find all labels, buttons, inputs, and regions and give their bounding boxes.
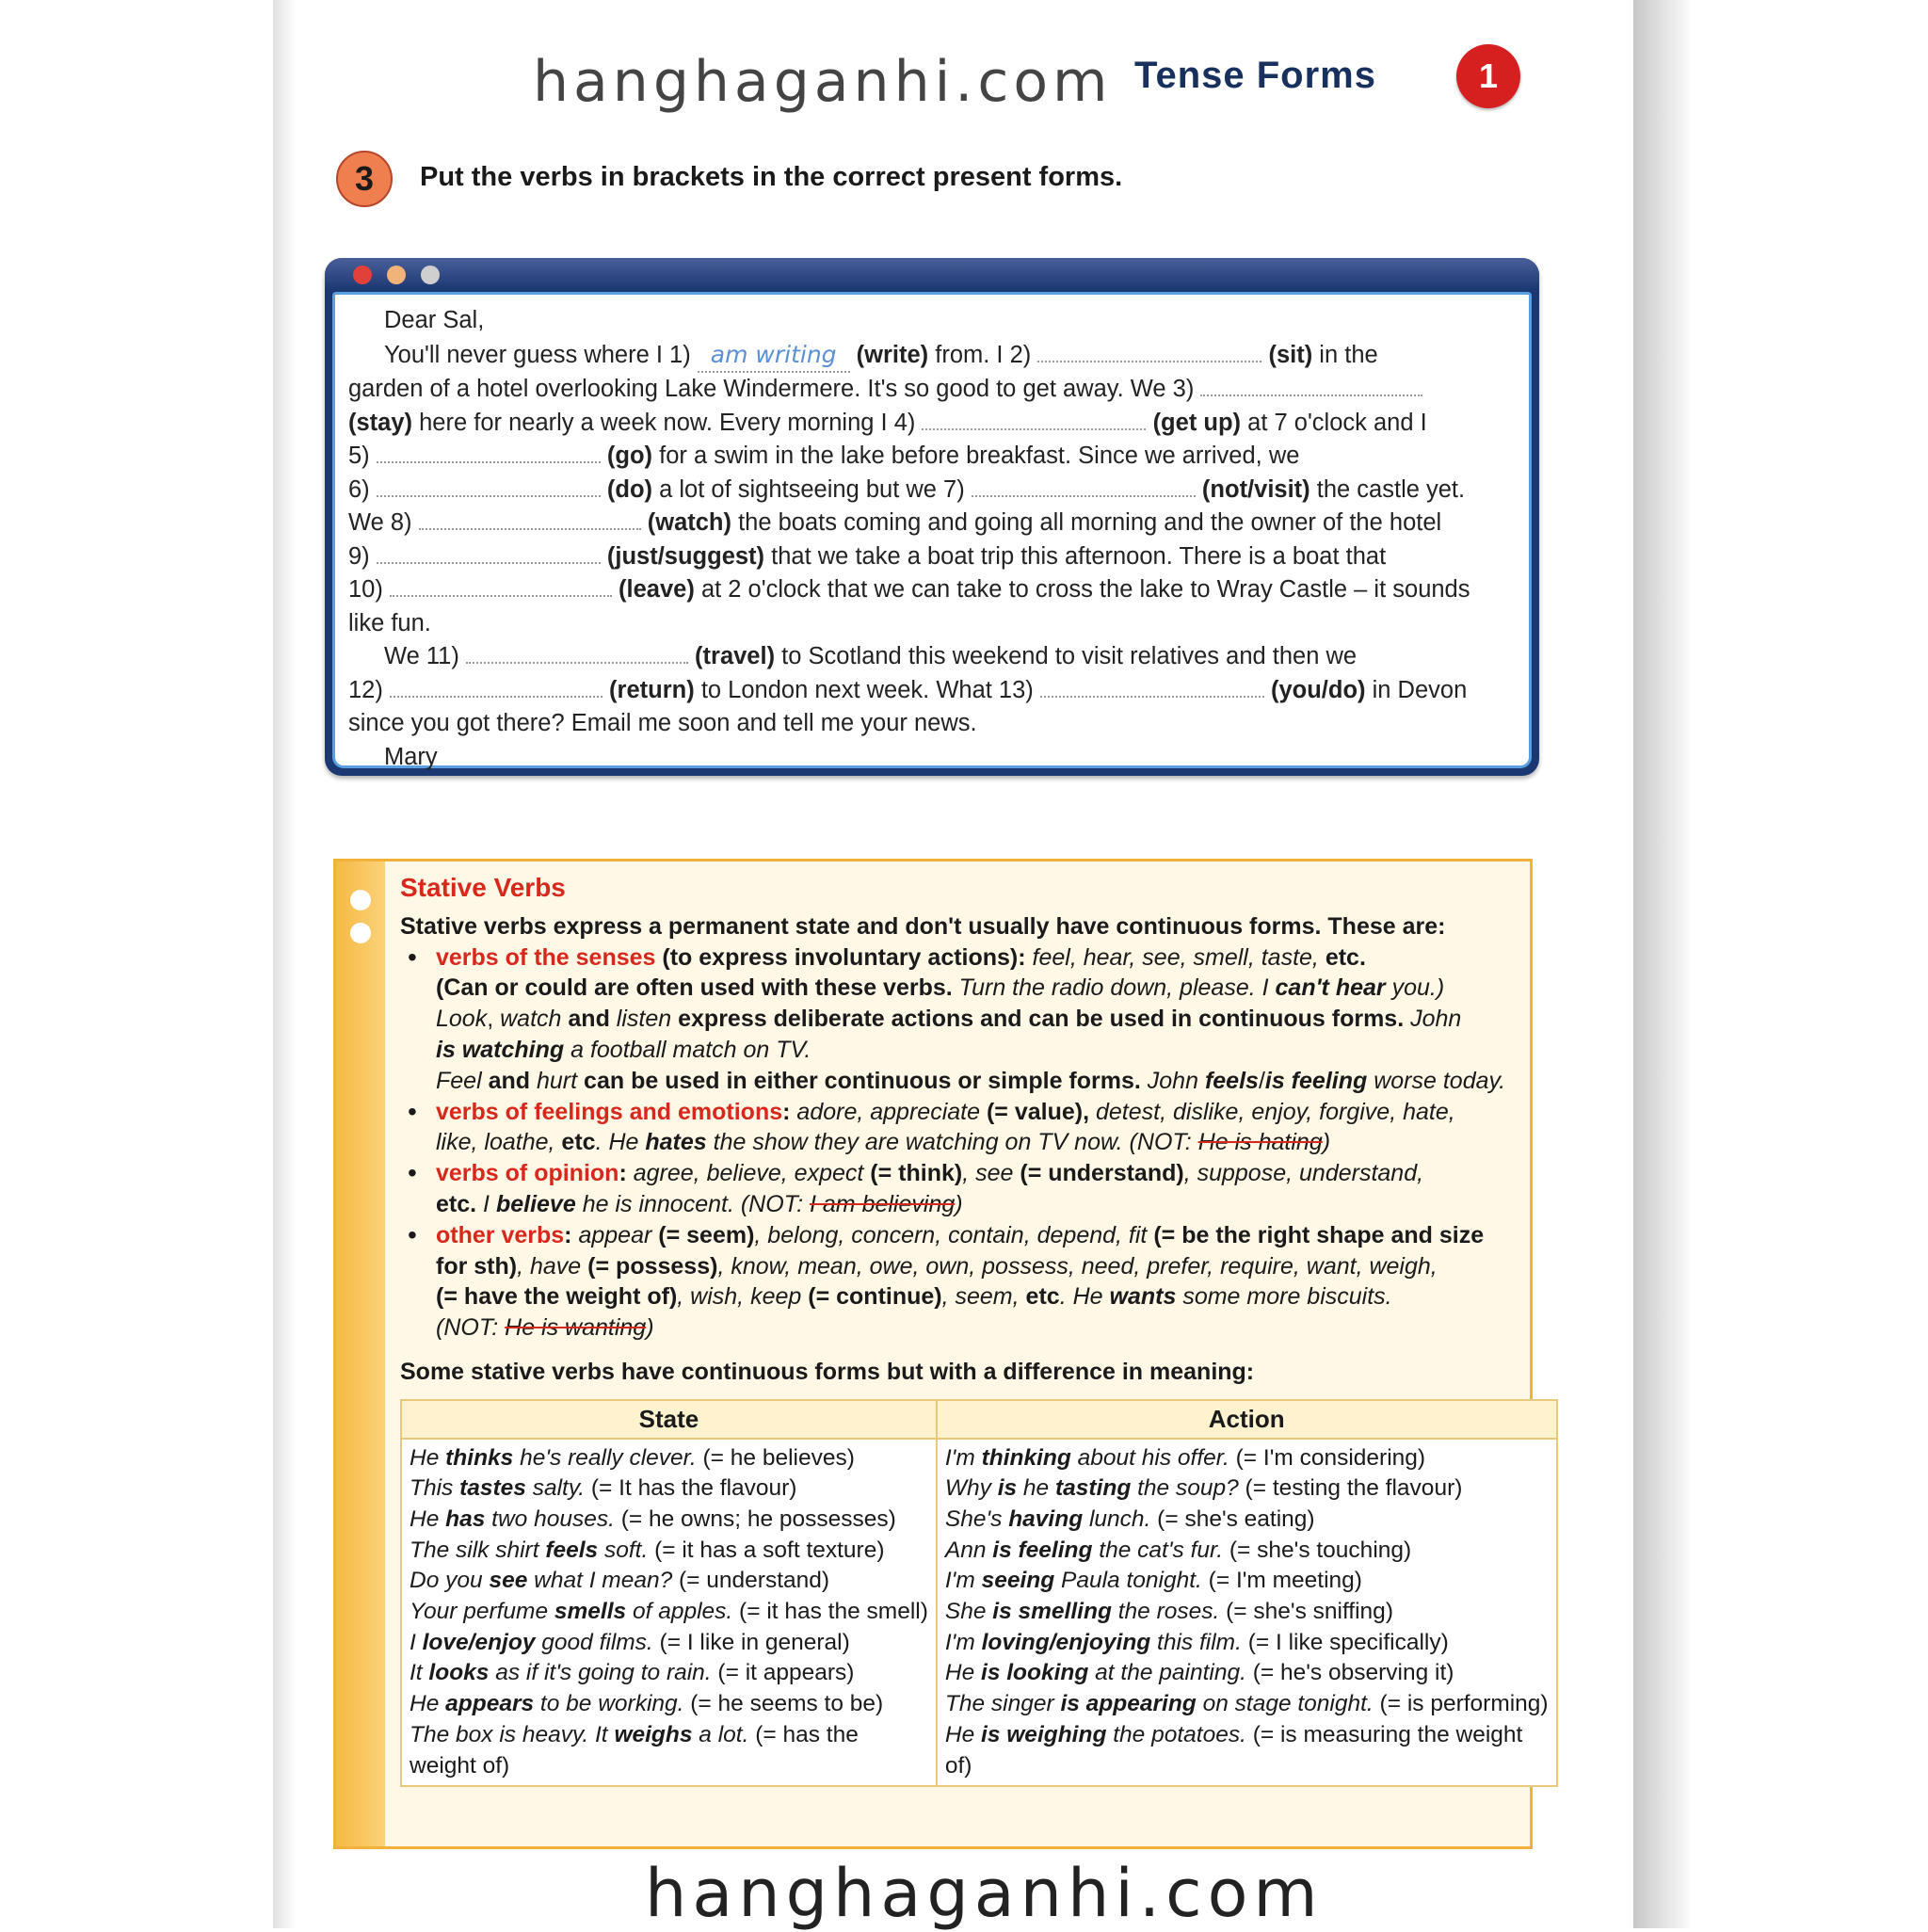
gap-4[interactable] xyxy=(922,411,1146,430)
window-minimize-dot-icon xyxy=(387,266,406,284)
stative-bullet-list xyxy=(400,942,1520,1344)
window-zoom-dot-icon xyxy=(421,266,440,284)
stative-content xyxy=(400,873,1549,1787)
gap-1-answer[interactable]: am writing xyxy=(698,338,850,374)
column-header-state: State xyxy=(401,1400,937,1439)
stative-title: Stative Verbs xyxy=(400,873,566,902)
window-close-dot-icon xyxy=(353,266,372,284)
letter-greeting: Dear Sal, xyxy=(384,307,485,333)
exercise-instruction: Put the verbs in brackets in the correct present forms. xyxy=(420,162,1123,192)
chapter-title: Tense Forms xyxy=(1134,55,1376,96)
gap-7[interactable] xyxy=(972,478,1196,497)
action-row: She is smelling the roses. (= she's sniffing) xyxy=(944,1599,1393,1625)
chapter-number-badge: 1 xyxy=(1456,44,1520,108)
exercise-number-badge: 3 xyxy=(336,151,393,207)
watermark-bottom: hanghaganhi.com xyxy=(645,1855,1324,1932)
gap-3[interactable] xyxy=(1200,378,1422,396)
gap-6[interactable] xyxy=(377,478,601,497)
action-row: He is weighing the potatoes. (= is measuring the weight of) xyxy=(944,1721,1523,1779)
gap-5[interactable] xyxy=(377,444,601,463)
gap-12[interactable] xyxy=(390,679,602,698)
binder-strip xyxy=(336,861,385,1846)
bullet-opinion: • verbs of opinion: agree, believe, expect (= think), see (= understand), suppose, understand, etc. I believe he is innocent. (NOT: I am believing) xyxy=(400,1158,1520,1220)
action-column xyxy=(937,1439,1557,1787)
state-row: I love/enjoy good films. (= I like in general) xyxy=(410,1629,850,1655)
bullet-feelings: • verbs of feelings and emotions: adore, appreciate (= value), detest, dislike, enjoy, forgive, hate, like, loathe, etc. He hates the show they are watching on TV now. (NOT: He is hating) xyxy=(400,1097,1520,1159)
state-row: It looks as if it's going to rain. (= it appears) xyxy=(410,1660,855,1686)
bullet-other-verbs: • other verbs: appear (= seem), belong, concern, contain, depend, fit (= be the right shape and size for sth), have (= possess), know, mean, owe, own, possess, need, prefer, require, want, weigh, (= have the weight of), wish, keep (= continue), seem, etc. He wants some more biscuits. (NOT: He is wanting) xyxy=(400,1220,1520,1344)
state-row: This tastes salty. (= It has the flavour) xyxy=(410,1475,797,1502)
letter-signature: Mary xyxy=(384,743,438,770)
action-row: She's having lunch. (= she's eating) xyxy=(944,1505,1315,1532)
state-row: Do you see what I mean? (= understand) xyxy=(410,1568,830,1594)
gap-10[interactable] xyxy=(390,578,612,597)
gap-11[interactable] xyxy=(466,645,688,664)
bullet-senses: • verbs of the senses (to express involuntary actions): feel, hear, see, smell, taste, etc. (Can or could are often used with these verbs. Turn the radio down, please. I can't hear you.) Look, watch and listen express deliberate actions and can be used in continuous forms. John is watching a football match on TV. Feel and hurt can be used in either continuous or simple forms. John feels/is feeling worse today. xyxy=(400,942,1520,1097)
action-row: I'm thinking about his offer. (= I'm considering) xyxy=(944,1444,1426,1471)
state-action-table xyxy=(400,1399,1558,1788)
column-header-action: Action xyxy=(937,1400,1557,1439)
action-row: Ann is feeling the cat's fur. (= she's touching) xyxy=(944,1537,1412,1563)
action-row: The singer is appearing on stage tonight. (= is performing) xyxy=(944,1691,1549,1717)
state-row: He has two houses. (= he owns; he possesses) xyxy=(410,1505,896,1532)
state-row: Your perfume smells of apples. (= it has the smell) xyxy=(410,1599,928,1625)
action-row: I'm seeing Paula tonight. (= I'm meeting) xyxy=(944,1568,1362,1594)
state-row: The silk shirt feels soft. (= it has a soft texture) xyxy=(410,1537,885,1563)
gap-9[interactable] xyxy=(377,545,601,564)
stative-intro: Stative verbs express a permanent state and don't usually have continuous forms. These are: xyxy=(400,912,1446,940)
letter-body xyxy=(332,292,1532,768)
gap-2[interactable] xyxy=(1037,344,1261,362)
action-row: I'm loving/enjoying this film. (= I like specifically) xyxy=(944,1629,1449,1655)
stative-verbs-box xyxy=(333,859,1549,1849)
state-row: He thinks he's really clever. (= he believes) xyxy=(410,1444,855,1471)
binder-hole-icon xyxy=(350,923,371,943)
state-column xyxy=(401,1439,937,1787)
gap-8[interactable] xyxy=(419,511,641,530)
action-row: He is looking at the painting. (= he's observing it) xyxy=(944,1660,1454,1686)
binder-hole-icon xyxy=(350,890,371,910)
gap-13[interactable] xyxy=(1040,679,1264,698)
state-row: He appears to be working. (= he seems to be) xyxy=(410,1691,884,1717)
action-row: Why is he tasting the soup? (= testing the flavour) xyxy=(944,1475,1463,1502)
window-title-bar xyxy=(325,258,1539,290)
difference-intro: Some stative verbs have continuous forms but with a difference in meaning: xyxy=(400,1358,1255,1385)
letter-text: Dear Sal, You'll never guess where I 1) am writing (write) from. I 2) (sit) in the garden of a hotel overlooking Lake Windermere. It's so good to get away. We 3) (stay) here for nearly a week now. Every morning I 4) (get up) at 7 o'clock and I 5) (go) for a swim in the lake before breakfast. Since we arrived, we 6) (do) a lot of sightseeing but we 7) (not/visit) the castle yet. We 8) (watch) the boats coming and going all morning and the owner of the hotel 9) (just/suggest) that we take a boat trip this afternoon. There is a boat that 10) (leave) at 2 o'clock that we can take to cross the lake to Wray Castle – it sounds like fun. We 11) (travel) to Scotland this weekend to visit relatives and then we 12) (return) to London next week. What 13) (you/do) in Devon since you got there? Email me soon and tell me your news. Mary xyxy=(348,304,1525,774)
letter-window xyxy=(325,258,1539,776)
state-row: The box is heavy. It weighs a lot. (= has the weight of) xyxy=(410,1721,859,1779)
watermark-top: hanghaganhi.com xyxy=(533,49,1113,115)
